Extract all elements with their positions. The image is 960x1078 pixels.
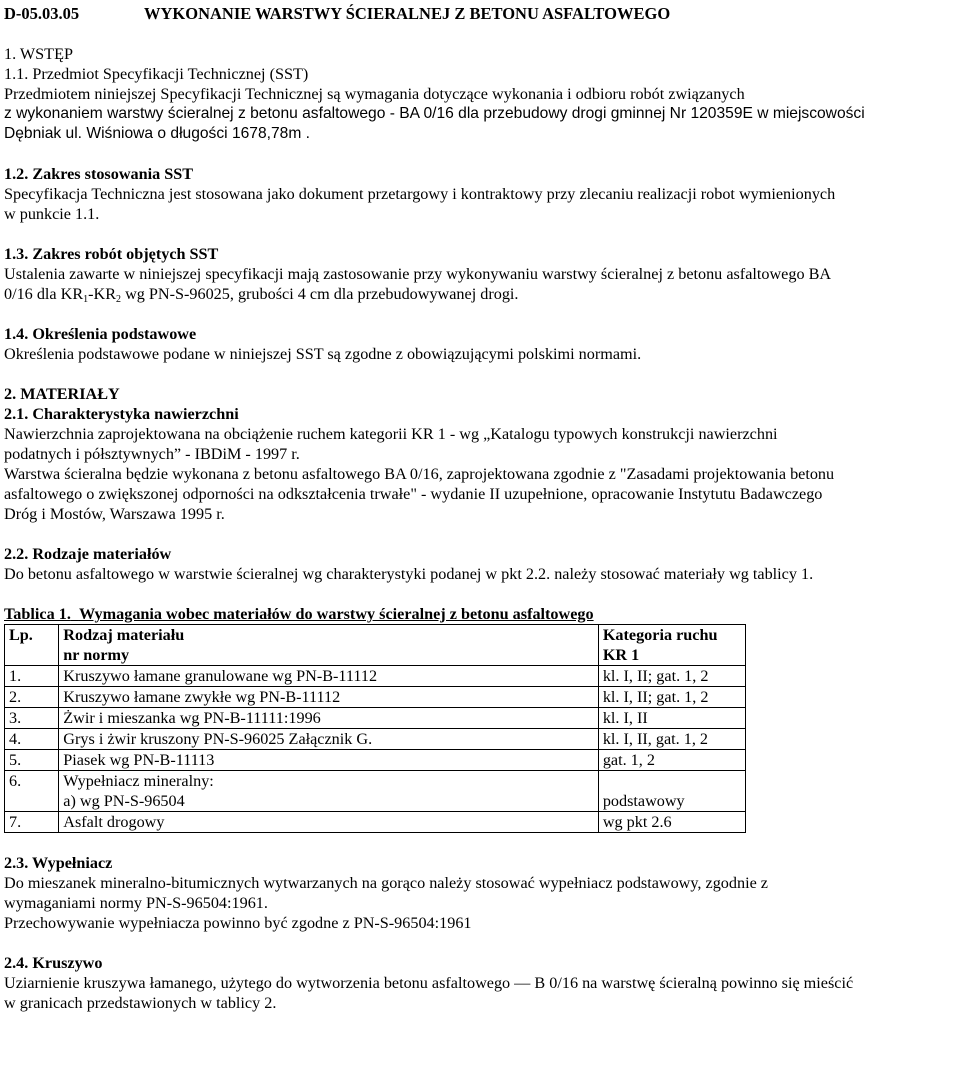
section-1-3-heading: 1.3. Zakres robót objętych SST xyxy=(4,245,219,263)
header-material-line: nr normy xyxy=(63,646,130,664)
section-2-3-line: Do mieszanek mineralno-bitumicznych wytwarzanych na gorąco należy stosować wypełniacz podstawowy, zgodnie z xyxy=(4,874,768,892)
section-2-2-line: Do betonu asfaltowego w warstwie ścieralnej wg charakterystyki podanej w pkt 2.2. należy stosować materiały wg tablicy 1. xyxy=(4,565,814,583)
section-2-4-line: Uziarnienie kruszywa łamanego, użytego do wytworzenia betonu asfaltowego — B 0/16 na warstwę ścieralną powinno się mieścić xyxy=(4,974,854,992)
section-1-1-line: Przedmiotem niniejszej Specyfikacji Technicznej są wymagania dotyczące wykonania i odbioru robót związanych xyxy=(4,85,745,103)
header-category-line: KR 1 xyxy=(602,646,640,664)
cell-lp: 3. xyxy=(5,708,59,729)
materials-table xyxy=(4,624,746,833)
section-2-3-line: Przechowywanie wypełniacza powinno być zgodne z PN-S-96504:1961 xyxy=(4,914,472,932)
cell-category: kl. I, II xyxy=(598,708,745,729)
cell-lp: 4. xyxy=(5,729,59,750)
section-2-1-line: Nawierzchnia zaprojektowana na obciążenie ruchem kategorii KR 1 - wg „Katalogu typowych konstrukcji nawierzchni xyxy=(4,425,778,443)
section-1-2-heading: 1.2. Zakres stosowania SST xyxy=(4,165,194,183)
cell-category: kl. I, II; gat. 1, 2 xyxy=(598,666,745,687)
document-page xyxy=(4,4,956,1013)
section-2-4-heading: 2.4. Kruszywo xyxy=(4,954,103,972)
section-2-3-line: wymaganiami normy PN-S-96504:1961. xyxy=(4,894,268,912)
section-2-4-line: w granicach przedstawionych w tablicy 2. xyxy=(4,994,277,1012)
cell-material: Grys i żwir kruszony PN-S-96025 Załącznik G. xyxy=(59,729,599,750)
cell-lp: 1. xyxy=(5,666,59,687)
table-row xyxy=(5,666,746,687)
table-row xyxy=(5,812,746,833)
text-span: 0/16 dla KR xyxy=(4,285,84,303)
table-row xyxy=(5,771,746,812)
section-1-4-heading: 1.4. Określenia podstawowe xyxy=(4,325,197,343)
text-span: -KR xyxy=(88,285,117,303)
header-category xyxy=(598,625,745,666)
cell-lp: 6. xyxy=(5,771,59,812)
table-row xyxy=(5,687,746,708)
cell-material-line: a) wg PN-S-96504 xyxy=(63,792,185,810)
section-1-1-line: Dębniak ul. Wiśniowa o długości 1678,78m . xyxy=(4,125,310,142)
spec-title: WYKONANIE WARSTWY ŚCIERALNEJ Z BETONU ASFALTOWEGO xyxy=(144,4,671,23)
spec-code: D-05.03.05 xyxy=(4,4,80,23)
header-material-line: Rodzaj materiału xyxy=(63,626,185,644)
cell-category: gat. 1, 2 xyxy=(598,750,745,771)
cell-material: Piasek wg PN-B-11113 xyxy=(59,750,599,771)
table-caption-prefix: Tablica 1. xyxy=(4,605,71,623)
cell-category xyxy=(598,771,745,812)
section-1-3-line xyxy=(4,284,956,304)
table-caption xyxy=(4,604,956,624)
section-2-1-line: Warstwa ścieralna będzie wykonana z betonu asfaltowego BA 0/16, zaprojektowana zgodnie z "Zasadami projektowania betonu xyxy=(4,465,835,483)
cell-category: kl. I, II; gat. 1, 2 xyxy=(598,687,745,708)
table-row xyxy=(5,750,746,771)
section-2-1-line: podatnych i półsztywnych” - IBDiM - 1997 r. xyxy=(4,445,300,463)
header-material xyxy=(59,625,599,666)
header-lp: Lp. xyxy=(5,625,59,666)
table-row xyxy=(5,729,746,750)
cell-category-line: podstawowy xyxy=(602,792,685,810)
cell-material: Żwir i mieszanka wg PN-B-11111:1996 xyxy=(59,708,599,729)
section-1-3-line: Ustalenia zawarte w niniejszej specyfikacji mają zastosowanie przy wykonywaniu warstwy ścieralnej z betonu asfaltowego BA xyxy=(4,265,832,283)
table-header-row xyxy=(5,625,746,666)
table-row xyxy=(5,708,746,729)
cell-lp: 7. xyxy=(5,812,59,833)
section-1-2-line: w punkcie 1.1. xyxy=(4,205,100,223)
cell-category: wg pkt 2.6 xyxy=(598,812,745,833)
cell-category: kl. I, II, gat. 1, 2 xyxy=(598,729,745,750)
document-header xyxy=(4,4,956,24)
section-1-4-line: Określenia podstawowe podane w niniejszej SST są zgodne z obowiązującymi polskimi normami. xyxy=(4,345,642,363)
section-1-heading: 1. WSTĘP xyxy=(4,45,73,63)
cell-material xyxy=(59,771,599,812)
section-2-1-heading: 2.1. Charakterystyka nawierzchni xyxy=(4,405,239,423)
cell-lp: 2. xyxy=(5,687,59,708)
cell-material: Asfalt drogowy xyxy=(59,812,599,833)
cell-material: Kruszywo łamane zwykłe wg PN-B-11112 xyxy=(59,687,599,708)
subscript: 1 xyxy=(83,294,89,305)
section-1-2-line: Specyfikacja Techniczna jest stosowana jako dokument przetargowy i kontraktowy przy zlecaniu realizacji robot wymienionych xyxy=(4,185,836,203)
section-1-1-line: z wykonaniem warstwy ścieralnej z betonu asfaltowego - BA 0/16 dla przebudowy drogi gminnej Nr 120359E w miejscowości xyxy=(4,105,865,122)
section-1-1-heading: 1.1. Przedmiot Specyfikacji Technicznej (SST) xyxy=(4,65,309,83)
table-caption-text: Wymagania wobec materiałów do warstwy ścieralnej z betonu asfaltowego xyxy=(78,605,594,623)
cell-lp: 5. xyxy=(5,750,59,771)
cell-material-line: Wypełniacz mineralny: xyxy=(63,772,214,790)
section-2-1-line: asfaltowego o zwiększonej odporności na odkształcenia trwałe" - wydanie II uzupełnione, opracowanie Instytutu Badawczego xyxy=(4,485,823,503)
text-span: wg PN-S-96025, grubości 4 cm dla przebudowywanej drogi. xyxy=(121,285,519,303)
subscript: 2 xyxy=(116,294,122,305)
cell-material: Kruszywo łamane granulowane wg PN-B-11112 xyxy=(59,666,599,687)
section-2-3-heading: 2.3. Wypełniacz xyxy=(4,854,113,872)
section-2-1-line: Dróg i Mostów, Warszawa 1995 r. xyxy=(4,505,225,523)
section-2-2-heading: 2.2. Rodzaje materiałów xyxy=(4,545,172,563)
header-category-line: Kategoria ruchu xyxy=(602,626,718,644)
section-2-heading: 2. MATERIAŁY xyxy=(4,385,120,403)
